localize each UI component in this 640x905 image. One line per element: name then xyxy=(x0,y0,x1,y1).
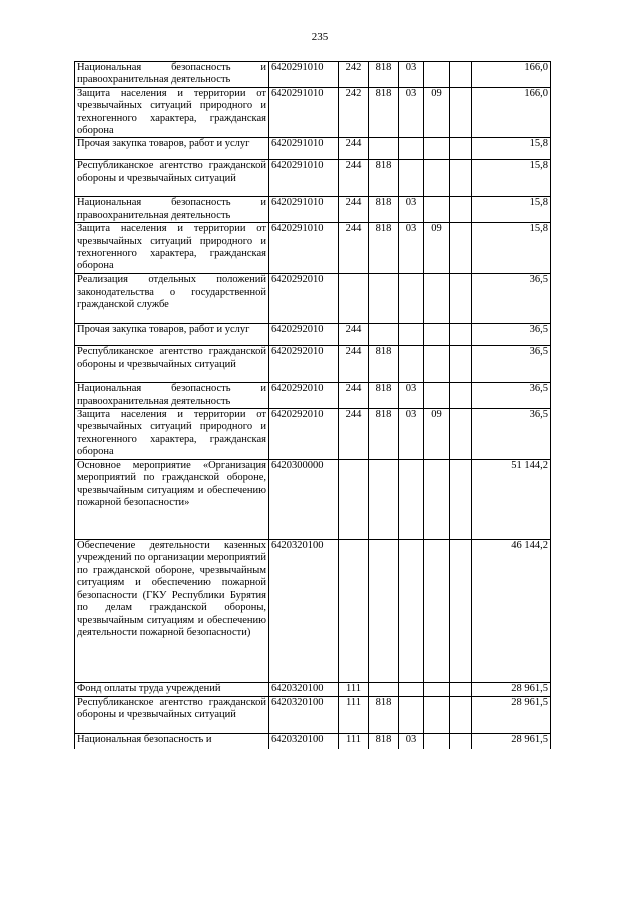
cell-section: 03 xyxy=(399,62,424,88)
cell-amount: 51 144,2 xyxy=(472,460,551,540)
cell-ministry xyxy=(369,540,399,683)
cell-subsection xyxy=(424,540,450,683)
cell-ministry xyxy=(369,683,399,697)
cell-amount: 166,0 xyxy=(472,62,551,88)
cell-name: Прочая закупка товаров, работ и услуг xyxy=(75,138,269,160)
cell-target-article: 6420320100 xyxy=(269,683,339,697)
table-row xyxy=(75,346,551,383)
cell-ministry: 818 xyxy=(369,734,399,749)
cell-subsection xyxy=(424,160,450,197)
cell-amount: 46 144,2 xyxy=(472,540,551,683)
table-row xyxy=(75,460,551,540)
cell-ministry: 818 xyxy=(369,87,399,138)
cell-name: Защита населения и территории от чрезвычайных ситуаций природного и техногенного характера, гражданская оборона xyxy=(75,87,269,138)
cell-name: Реализация отдельных положений законодательства о государственной гражданской службе xyxy=(75,274,269,324)
cell-section: 03 xyxy=(399,197,424,223)
cell-amount: 28 961,5 xyxy=(472,697,551,734)
cell-ministry: 818 xyxy=(369,409,399,460)
cell-amount: 15,8 xyxy=(472,223,551,274)
cell-name: Фонд оплаты труда учреждений xyxy=(75,683,269,697)
table-row xyxy=(75,274,551,324)
cell-empty xyxy=(450,683,472,697)
cell-section: 03 xyxy=(399,383,424,409)
cell-target-article: 6420320100 xyxy=(269,734,339,749)
cell-section xyxy=(399,324,424,346)
cell-empty xyxy=(450,138,472,160)
cell-empty xyxy=(450,62,472,88)
cell-amount: 15,8 xyxy=(472,197,551,223)
cell-subsection xyxy=(424,460,450,540)
cell-expense-type xyxy=(339,460,369,540)
cell-expense-type xyxy=(339,540,369,683)
cell-amount: 166,0 xyxy=(472,87,551,138)
table-row xyxy=(75,62,551,88)
cell-empty xyxy=(450,540,472,683)
cell-target-article: 6420291010 xyxy=(269,138,339,160)
cell-name: Национальная безопасность и xyxy=(75,734,269,749)
cell-target-article: 6420291010 xyxy=(269,87,339,138)
cell-ministry: 818 xyxy=(369,160,399,197)
table-row xyxy=(75,197,551,223)
cell-expense-type: 244 xyxy=(339,409,369,460)
cell-empty xyxy=(450,197,472,223)
cell-subsection xyxy=(424,274,450,324)
cell-expense-type: 242 xyxy=(339,87,369,138)
cell-amount: 28 961,5 xyxy=(472,683,551,697)
table-row xyxy=(75,697,551,734)
cell-section xyxy=(399,160,424,197)
cell-name: Прочая закупка товаров, работ и услуг xyxy=(75,324,269,346)
cell-target-article: 6420291010 xyxy=(269,197,339,223)
cell-empty xyxy=(450,734,472,749)
cell-empty xyxy=(450,324,472,346)
cell-target-article: 6420320100 xyxy=(269,697,339,734)
cell-expense-type: 111 xyxy=(339,683,369,697)
cell-subsection: 09 xyxy=(424,87,450,138)
cell-empty xyxy=(450,223,472,274)
table-row xyxy=(75,540,551,683)
cell-target-article: 6420292010 xyxy=(269,409,339,460)
cell-name: Основное мероприятие «Организация мероприятий по гражданской обороне, чрезвычайным ситуациям и обеспечению пожарной безопасности» xyxy=(75,460,269,540)
budget-table xyxy=(74,61,551,749)
cell-target-article: 6420292010 xyxy=(269,324,339,346)
cell-section: 03 xyxy=(399,734,424,749)
cell-subsection xyxy=(424,683,450,697)
cell-empty xyxy=(450,460,472,540)
cell-name: Республиканское агентство гражданской обороны и чрезвычайных ситуаций xyxy=(75,697,269,734)
cell-ministry: 818 xyxy=(369,383,399,409)
cell-empty xyxy=(450,274,472,324)
cell-subsection xyxy=(424,138,450,160)
cell-ministry xyxy=(369,460,399,540)
cell-subsection: 09 xyxy=(424,223,450,274)
cell-expense-type: 244 xyxy=(339,197,369,223)
cell-expense-type: 111 xyxy=(339,697,369,734)
cell-amount: 36,5 xyxy=(472,324,551,346)
table-row xyxy=(75,409,551,460)
cell-section xyxy=(399,138,424,160)
cell-empty xyxy=(450,383,472,409)
cell-ministry: 818 xyxy=(369,223,399,274)
cell-ministry xyxy=(369,324,399,346)
cell-name: Республиканское агентство гражданской обороны и чрезвычайных ситуаций xyxy=(75,160,269,197)
cell-expense-type: 244 xyxy=(339,383,369,409)
cell-expense-type: 244 xyxy=(339,138,369,160)
cell-section xyxy=(399,540,424,683)
cell-subsection xyxy=(424,697,450,734)
cell-section xyxy=(399,683,424,697)
cell-expense-type: 242 xyxy=(339,62,369,88)
cell-expense-type: 244 xyxy=(339,324,369,346)
cell-empty xyxy=(450,87,472,138)
cell-amount: 36,5 xyxy=(472,274,551,324)
cell-section xyxy=(399,274,424,324)
cell-section xyxy=(399,460,424,540)
cell-subsection xyxy=(424,62,450,88)
cell-ministry: 818 xyxy=(369,62,399,88)
cell-name: Республиканское агентство гражданской обороны и чрезвычайных ситуаций xyxy=(75,346,269,383)
table-body xyxy=(75,62,551,749)
cell-expense-type xyxy=(339,274,369,324)
table-row xyxy=(75,160,551,197)
page-number: 235 xyxy=(311,31,329,43)
cell-amount: 15,8 xyxy=(472,138,551,160)
cell-subsection xyxy=(424,383,450,409)
cell-section: 03 xyxy=(399,409,424,460)
table-row xyxy=(75,223,551,274)
table-row xyxy=(75,383,551,409)
cell-amount: 36,5 xyxy=(472,409,551,460)
cell-empty xyxy=(450,160,472,197)
cell-section: 03 xyxy=(399,223,424,274)
cell-subsection xyxy=(424,197,450,223)
cell-name: Национальная безопасность и правоохранительная деятельность xyxy=(75,383,269,409)
table-row xyxy=(75,138,551,160)
cell-amount: 28 961,5 xyxy=(472,734,551,749)
cell-name: Защита населения и территории от чрезвычайных ситуаций природного и техногенного характера, гражданская оборона xyxy=(75,409,269,460)
cell-empty xyxy=(450,697,472,734)
cell-target-article: 6420291010 xyxy=(269,160,339,197)
cell-subsection xyxy=(424,346,450,383)
cell-target-article: 6420292010 xyxy=(269,346,339,383)
cell-subsection xyxy=(424,734,450,749)
cell-target-article: 6420292010 xyxy=(269,383,339,409)
cell-amount: 36,5 xyxy=(472,346,551,383)
cell-name: Национальная безопасность и правоохранительная деятельность xyxy=(75,197,269,223)
table-row xyxy=(75,324,551,346)
cell-target-article: 6420320100 xyxy=(269,540,339,683)
cell-amount: 15,8 xyxy=(472,160,551,197)
cell-empty xyxy=(450,346,472,383)
cell-ministry xyxy=(369,274,399,324)
cell-expense-type: 244 xyxy=(339,160,369,197)
cell-subsection: 09 xyxy=(424,409,450,460)
cell-target-article: 6420300000 xyxy=(269,460,339,540)
cell-ministry xyxy=(369,138,399,160)
cell-ministry: 818 xyxy=(369,697,399,734)
cell-section xyxy=(399,346,424,383)
cell-ministry: 818 xyxy=(369,197,399,223)
cell-section: 03 xyxy=(399,87,424,138)
cell-empty xyxy=(450,409,472,460)
cell-expense-type: 244 xyxy=(339,223,369,274)
cell-target-article: 6420291010 xyxy=(269,223,339,274)
table-row xyxy=(75,683,551,697)
cell-target-article: 6420291010 xyxy=(269,62,339,88)
table-row xyxy=(75,734,551,749)
cell-expense-type: 111 xyxy=(339,734,369,749)
cell-target-article: 6420292010 xyxy=(269,274,339,324)
table-row xyxy=(75,87,551,138)
cell-amount: 36,5 xyxy=(472,383,551,409)
cell-name: Национальная безопасность и правоохранительная деятельность xyxy=(75,62,269,88)
cell-name: Защита населения и территории от чрезвычайных ситуаций природного и техногенного характера, гражданская оборона xyxy=(75,223,269,274)
cell-expense-type: 244 xyxy=(339,346,369,383)
cell-ministry: 818 xyxy=(369,346,399,383)
cell-subsection xyxy=(424,324,450,346)
cell-name: Обеспечение деятельности казенных учреждений по организации мероприятий по гражданской обороне, чрезвычайным ситуациям и обеспечению пожарной безопасности (ГКУ Республики Бурятия по делам гражданской обороны, чрезвычайным ситуациям и обеспечению деятельности пожарной безопасности) xyxy=(75,540,269,683)
cell-section xyxy=(399,697,424,734)
